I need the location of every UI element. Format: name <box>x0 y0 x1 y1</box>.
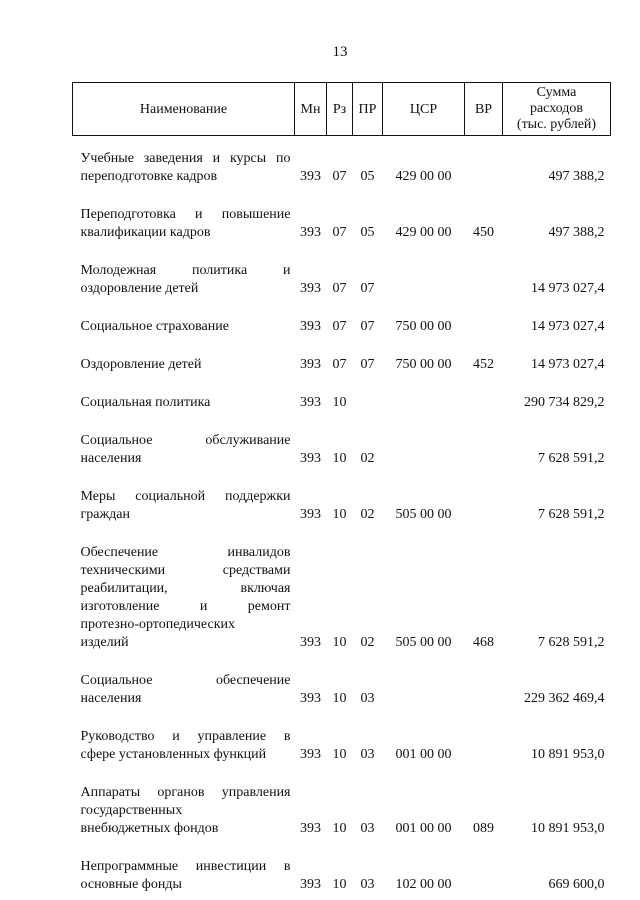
row-csr <box>383 652 465 708</box>
row-sum: 10 891 953,0 <box>531 821 605 836</box>
row-mn: 393 <box>300 747 321 762</box>
row-name-line: переподготовке кадров <box>80 169 218 184</box>
row-name <box>73 374 295 412</box>
row-name <box>73 412 295 468</box>
row-name-line: техническими средствами <box>80 563 291 578</box>
row-rz: 10 <box>332 821 347 836</box>
row-name-line: Меры социальной поддержки <box>80 489 291 504</box>
header-pr: ПР <box>353 83 383 136</box>
row-rz: 07 <box>332 281 347 296</box>
row-csr <box>383 374 465 412</box>
row-sum: 14 973 027,4 <box>531 319 605 334</box>
row-name <box>73 298 295 336</box>
row-name-line: Оздоровление детей <box>80 357 202 372</box>
row-vr: 468 <box>473 635 494 650</box>
table-row <box>73 136 611 187</box>
table-row <box>73 412 611 468</box>
row-rz: 07 <box>332 357 347 372</box>
row-mn: 393 <box>300 635 321 650</box>
row-mn: 393 <box>300 319 321 334</box>
row-csr <box>383 242 465 298</box>
row-csr: 429 00 00 <box>395 225 452 240</box>
row-name-line: внебюджетных фондов <box>80 821 219 836</box>
row-name <box>73 136 295 187</box>
row-sum: 229 362 469,4 <box>524 691 605 706</box>
row-name <box>73 186 295 242</box>
row-name-line: квалификации кадров <box>80 225 211 240</box>
table-row <box>73 652 611 708</box>
header-name: Наименование <box>73 83 295 136</box>
row-name <box>73 764 295 838</box>
table-row <box>73 838 611 894</box>
header-csr: ЦСР <box>383 83 465 136</box>
row-sum: 7 628 591,2 <box>538 451 605 466</box>
row-pr: 02 <box>360 635 375 650</box>
row-name-line: Учебные заведения и курсы по <box>80 151 291 166</box>
row-mn: 393 <box>300 877 321 892</box>
row-csr: 102 00 00 <box>395 877 452 892</box>
row-name-line: Социальная политика <box>80 395 211 410</box>
page-number: 13 <box>332 44 348 60</box>
row-csr: 505 00 00 <box>395 635 452 650</box>
header-vr: ВР <box>465 83 503 136</box>
header-rz: Рз <box>327 83 353 136</box>
row-name <box>73 336 295 374</box>
row-sum: 10 891 953,0 <box>531 747 605 762</box>
header-sum-line3: (тыс. рублей) <box>516 117 597 132</box>
row-name-line: реабилитации, включая <box>80 581 291 596</box>
table-header-row <box>73 83 611 136</box>
row-name <box>73 838 295 894</box>
row-name-line: изделий <box>80 635 129 650</box>
row-name-line: протезно-ортопедических <box>80 617 235 632</box>
row-name-line: Социальное страхование <box>80 319 229 334</box>
table-row <box>73 242 611 298</box>
table-row <box>73 186 611 242</box>
row-name-line: Непрограммные инвестиции в <box>80 859 291 874</box>
row-sum: 14 973 027,4 <box>531 281 605 296</box>
row-vr: 450 <box>473 225 494 240</box>
row-mn: 393 <box>300 691 321 706</box>
row-sum: 7 628 591,2 <box>538 507 605 522</box>
row-mn: 393 <box>300 281 321 296</box>
row-csr: 750 00 00 <box>395 357 452 372</box>
row-name-line: Руководство и управление в <box>80 729 291 744</box>
row-name-line: Обеспечение инвалидов <box>80 545 291 560</box>
row-csr: 750 00 00 <box>395 319 452 334</box>
row-csr: 001 00 00 <box>395 747 452 762</box>
table-row <box>73 524 611 652</box>
row-pr: 03 <box>360 747 375 762</box>
row-pr: 07 <box>360 357 375 372</box>
row-vr <box>465 298 503 336</box>
row-name-line: Молодежная политика и <box>80 263 291 278</box>
row-name-line: Социальное обеспечение <box>80 673 291 688</box>
header-sum-line2: расходов <box>529 101 584 116</box>
row-vr <box>465 242 503 298</box>
row-sum: 290 734 829,2 <box>524 395 605 410</box>
row-sum: 7 628 591,2 <box>538 635 605 650</box>
table-row <box>73 708 611 764</box>
row-name-line: оздоровление детей <box>80 281 199 296</box>
row-vr: 089 <box>473 821 494 836</box>
row-rz: 07 <box>332 169 347 184</box>
row-mn: 393 <box>300 395 321 410</box>
row-csr: 429 00 00 <box>395 169 452 184</box>
row-vr <box>465 136 503 187</box>
row-pr <box>353 374 383 412</box>
row-mn: 393 <box>300 507 321 522</box>
row-name-line: сфере установленных функций <box>80 747 267 762</box>
row-csr: 001 00 00 <box>395 821 452 836</box>
row-csr <box>383 412 465 468</box>
row-csr: 505 00 00 <box>395 507 452 522</box>
table-row <box>73 468 611 524</box>
header-mn: Мн <box>295 83 327 136</box>
row-vr: 452 <box>473 357 494 372</box>
row-pr: 07 <box>360 281 375 296</box>
row-rz: 10 <box>332 451 347 466</box>
row-pr: 03 <box>360 821 375 836</box>
row-mn: 393 <box>300 225 321 240</box>
row-name-line: Аппараты органов управления <box>80 785 291 800</box>
row-vr <box>465 838 503 894</box>
table-row <box>73 764 611 838</box>
row-rz: 07 <box>332 225 347 240</box>
header-sum-line1: Сумма <box>536 85 577 100</box>
row-pr: 03 <box>360 691 375 706</box>
row-pr: 05 <box>360 169 375 184</box>
row-sum: 14 973 027,4 <box>531 357 605 372</box>
header-sum <box>503 83 611 136</box>
row-rz: 07 <box>332 319 347 334</box>
row-pr: 03 <box>360 877 375 892</box>
row-sum: 497 388,2 <box>548 225 605 240</box>
row-name-line: населения <box>80 451 142 466</box>
row-rz: 10 <box>332 691 347 706</box>
row-name-line: государственных <box>80 803 183 818</box>
row-rz: 10 <box>332 747 347 762</box>
row-name-line: граждан <box>80 507 130 522</box>
row-vr <box>465 412 503 468</box>
row-vr <box>465 468 503 524</box>
row-name <box>73 468 295 524</box>
row-name-line: изготовление и ремонт <box>80 599 291 614</box>
row-name-line: населения <box>80 691 142 706</box>
row-name <box>73 242 295 298</box>
row-rz: 10 <box>332 507 347 522</box>
row-name <box>73 524 295 652</box>
row-rz: 10 <box>332 635 347 650</box>
table-row <box>73 336 611 374</box>
row-vr <box>465 652 503 708</box>
row-vr <box>465 708 503 764</box>
table-row <box>73 374 611 412</box>
row-name-line: основные фонды <box>80 877 182 892</box>
row-name-line: Социальное обслуживание <box>80 433 291 448</box>
row-rz: 10 <box>332 877 347 892</box>
row-mn: 393 <box>300 169 321 184</box>
row-pr: 02 <box>360 507 375 522</box>
row-vr <box>465 374 503 412</box>
row-rz: 10 <box>332 395 347 410</box>
row-pr: 07 <box>360 319 375 334</box>
row-sum: 669 600,0 <box>548 877 605 892</box>
row-name-line: Переподготовка и повышение <box>80 207 291 222</box>
row-pr: 02 <box>360 451 375 466</box>
table-row <box>73 298 611 336</box>
row-pr: 05 <box>360 225 375 240</box>
row-name <box>73 708 295 764</box>
row-mn: 393 <box>300 357 321 372</box>
row-sum: 497 388,2 <box>548 169 605 184</box>
table-body <box>73 136 611 895</box>
row-name <box>73 652 295 708</box>
budget-table <box>72 82 611 894</box>
row-mn: 393 <box>300 821 321 836</box>
row-mn: 393 <box>300 451 321 466</box>
